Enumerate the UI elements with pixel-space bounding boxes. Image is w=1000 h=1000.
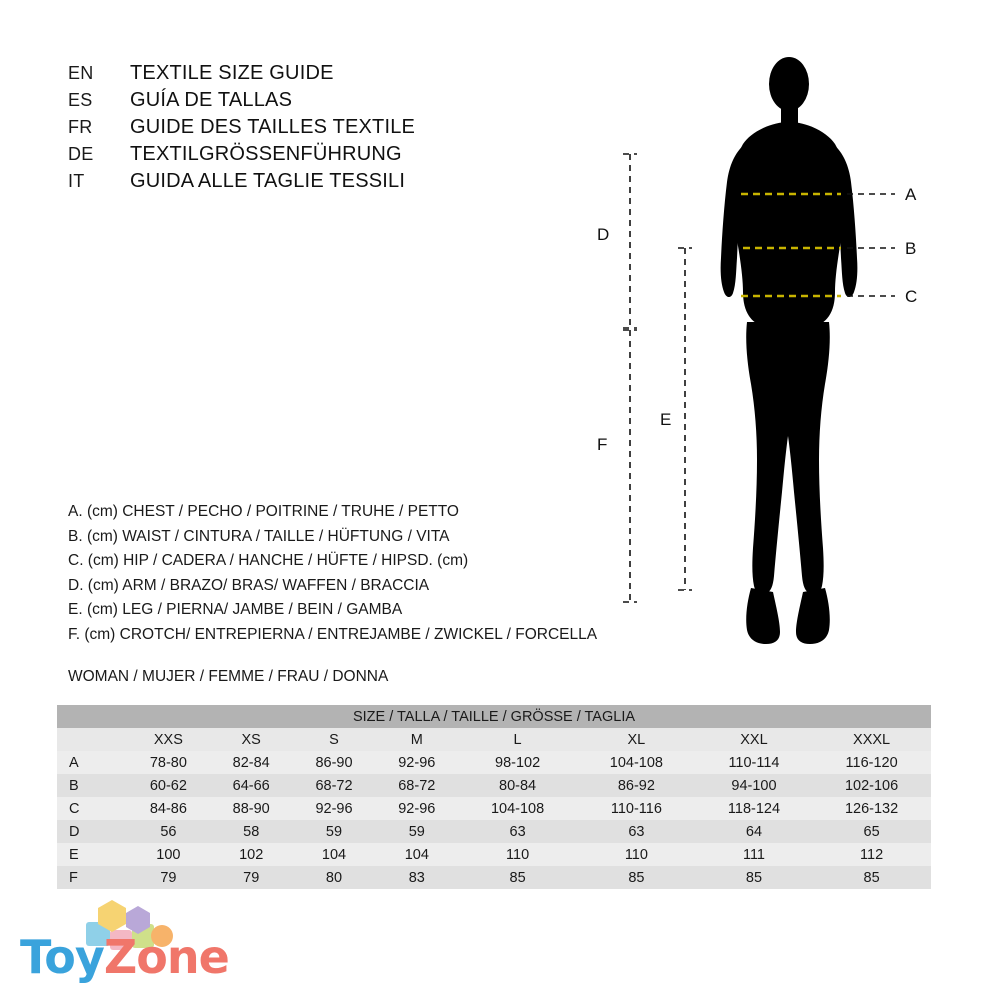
cell-b-6: 86-92 <box>577 774 696 797</box>
cell-c-2: 88-90 <box>210 797 293 820</box>
size-table <box>57 705 931 889</box>
cell-f-5: 85 <box>458 866 577 889</box>
cell-c-3: 92-96 <box>293 797 376 820</box>
table-row <box>57 797 931 820</box>
cell-a-5: 98-102 <box>458 751 577 774</box>
logo-wordmark <box>20 930 229 984</box>
title-text-fr: GUIDE DES TAILLES TEXTILE <box>130 116 416 138</box>
logo-text-toy: Toy <box>20 930 104 984</box>
cell-f-7: 85 <box>696 866 812 889</box>
size-col-5: L <box>458 728 577 751</box>
table-row <box>57 774 931 797</box>
cell-b-4: 68-72 <box>375 774 458 797</box>
size-col-7: XXL <box>696 728 812 751</box>
size-col-4: M <box>375 728 458 751</box>
row-label-c: C <box>57 797 127 820</box>
cell-b-1: 60-62 <box>127 774 210 797</box>
legend-item-d: D. (cm) ARM / BRAZO/ BRAS/ WAFFEN / BRACCIA <box>68 576 430 594</box>
cell-f-8: 85 <box>812 866 931 889</box>
figure-svg <box>575 40 975 670</box>
label-c: C <box>905 287 918 306</box>
title-text-en: TEXTILE SIZE GUIDE <box>130 62 334 84</box>
title-lang-en: EN <box>68 63 94 83</box>
label-e: E <box>660 410 672 429</box>
bracket-d <box>623 154 637 328</box>
cell-f-1: 79 <box>127 866 210 889</box>
title-row <box>68 143 415 168</box>
cell-c-8: 126-132 <box>812 797 931 820</box>
title-row <box>68 170 415 195</box>
legend-item-f: F. (cm) CROTCH/ ENTREPIERNA / ENTREJAMBE / ZWICKEL / FORCELLA <box>68 625 598 643</box>
title-text-es: GUÍA DE TALLAS <box>130 89 293 111</box>
size-table-container <box>57 705 931 889</box>
cell-a-2: 82-84 <box>210 751 293 774</box>
body-measurement-diagram <box>575 40 975 670</box>
cell-d-3: 59 <box>293 820 376 843</box>
cell-e-5: 110 <box>458 843 577 866</box>
cell-c-1: 84-86 <box>127 797 210 820</box>
bracket-f <box>623 330 637 602</box>
label-a: A <box>905 185 917 204</box>
cell-c-4: 92-96 <box>375 797 458 820</box>
cell-d-5: 63 <box>458 820 577 843</box>
legend-item-c: C. (cm) HIP / CADERA / HANCHE / HÜFTE / HIPSD. (cm) <box>68 552 469 569</box>
toyzone-logo <box>14 896 289 986</box>
cell-a-4: 92-96 <box>375 751 458 774</box>
cell-f-6: 85 <box>577 866 696 889</box>
title-row <box>68 116 415 141</box>
row-label-b: B <box>57 774 127 797</box>
cell-c-6: 110-116 <box>577 797 696 820</box>
title-lang-it: IT <box>68 171 85 191</box>
row-label-f: F <box>57 866 127 889</box>
cell-a-3: 86-90 <box>293 751 376 774</box>
title-lang-de: DE <box>68 144 94 164</box>
cell-e-3: 104 <box>293 843 376 866</box>
legend-item-b: B. (cm) WAIST / CINTURA / TAILLE / HÜFTUNG / VITA <box>68 527 450 545</box>
cell-b-8: 102-106 <box>812 774 931 797</box>
title-row <box>68 89 415 114</box>
table-row <box>57 866 931 889</box>
title-row <box>68 62 415 87</box>
cell-f-4: 83 <box>375 866 458 889</box>
cell-d-4: 59 <box>375 820 458 843</box>
size-col-8: XXXL <box>812 728 931 751</box>
cell-d-6: 63 <box>577 820 696 843</box>
bracket-e <box>678 248 692 590</box>
cell-b-7: 94-100 <box>696 774 812 797</box>
cell-a-1: 78-80 <box>127 751 210 774</box>
cell-b-2: 64-66 <box>210 774 293 797</box>
cell-a-6: 104-108 <box>577 751 696 774</box>
label-d: D <box>597 225 610 244</box>
measurement-legend <box>68 500 597 647</box>
cell-a-8: 116-120 <box>812 751 931 774</box>
cell-e-8: 112 <box>812 843 931 866</box>
table-row <box>57 843 931 866</box>
cell-d-7: 64 <box>696 820 812 843</box>
table-header-label: SIZE / TALLA / TAILLE / GRÖSSE / TAGLIA <box>57 705 931 728</box>
label-f: F <box>597 435 608 454</box>
size-col-6: XL <box>577 728 696 751</box>
cell-d-1: 56 <box>127 820 210 843</box>
cell-f-3: 80 <box>293 866 376 889</box>
size-col-1: XXS <box>127 728 210 751</box>
female-silhouette-icon <box>721 57 858 644</box>
cell-d-2: 58 <box>210 820 293 843</box>
label-b: B <box>905 239 917 258</box>
cell-c-5: 104-108 <box>458 797 577 820</box>
cell-a-7: 110-114 <box>696 751 812 774</box>
cell-e-4: 104 <box>375 843 458 866</box>
cell-b-3: 68-72 <box>293 774 376 797</box>
title-lang-es: ES <box>68 90 93 110</box>
cell-e-6: 110 <box>577 843 696 866</box>
cell-e-2: 102 <box>210 843 293 866</box>
logo-text-zone: Zone <box>103 930 229 984</box>
table-sizes-row <box>57 728 931 751</box>
table-row <box>57 820 931 843</box>
legend-item-a: A. (cm) CHEST / PECHO / POITRINE / TRUHE / PETTO <box>68 503 459 520</box>
cell-b-5: 80-84 <box>458 774 577 797</box>
size-col-3: S <box>293 728 376 751</box>
cell-e-1: 100 <box>127 843 210 866</box>
cell-e-7: 111 <box>696 843 812 866</box>
cell-f-2: 79 <box>210 866 293 889</box>
row-label-e: E <box>57 843 127 866</box>
group-label: WOMAN / MUJER / FEMME / FRAU / DONNA <box>68 668 389 685</box>
title-text-it: GUIDA ALLE TAGLIE TESSILI <box>130 170 406 192</box>
legend-item-e: E. (cm) LEG / PIERNA/ JAMBE / BEIN / GAMBA <box>68 601 403 618</box>
table-row <box>57 751 931 774</box>
row-label-d: D <box>57 820 127 843</box>
title-text-de: TEXTILGRÖSSENFÜHRUNG <box>130 143 402 165</box>
row-label-a: A <box>57 751 127 774</box>
cell-c-7: 118-124 <box>696 797 812 820</box>
sizes-row-label <box>57 728 127 751</box>
table-header-row <box>57 705 931 728</box>
title-lang-fr: FR <box>68 117 93 137</box>
title-block <box>68 62 415 197</box>
cell-d-8: 65 <box>812 820 931 843</box>
size-col-2: XS <box>210 728 293 751</box>
